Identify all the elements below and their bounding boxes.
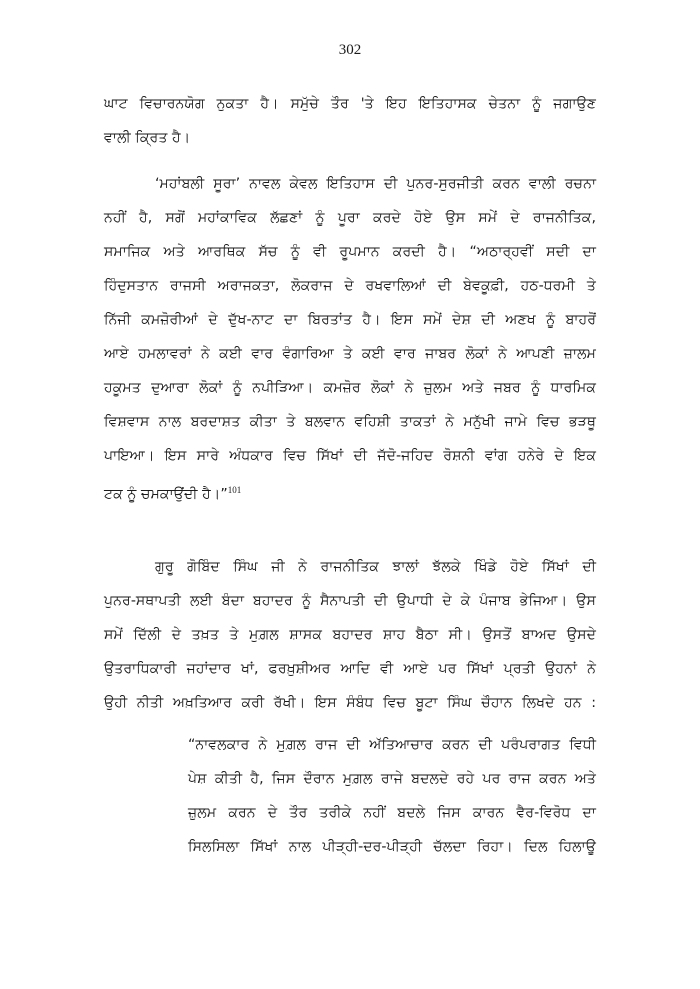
text-line: ਪੁਨਰ-ਸਥਾਪਤੀ ਲਈ ਬੰਦਾ ਬਹਾਦਰ ਨੂੰ ਸੈਨਾਪਤੀ ਦੀ ਉਪਾਧੀ ਦੇ ਕੇ ਪੰਜਾਬ ਭੇਜਿਆ। ਉਸ <box>104 593 596 609</box>
text-line: ਆਏ ਹਮਲਾਵਰਾਂ ਨੇ ਕਈ ਵਾਰ ਵੰਗਾਰਿਆ ਤੇ ਕਈ ਵਾਰ ਜਾਬਰ ਲੋਕਾਂ ਨੇ ਆਪਣੀ ਜ਼ਾਲਮ <box>104 346 596 362</box>
text-line: ਵਾਲੀ ਕ੍ਰਿਤ ਹੈ। <box>104 130 191 146</box>
text-line-with-footnote <box>104 480 596 505</box>
text-line: ਉਹੀ ਨੀਤੀ ਅਖ਼ਤਿਆਰ ਕਰੀ ਰੱਖੀ। ਇਸ ਸੰਬੰਧ ਵਿਚ ਬੂਟਾ ਸਿੰਘ ਚੌਹਾਨ ਲਿਖਦੇ ਹਨ : <box>104 695 596 711</box>
footnote-reference: 101 <box>227 485 242 495</box>
text-line: ਹਿੰਦੁਸਤਾਨ ਰਾਜਸੀ ਅਰਾਜਕਤਾ, ਲੋਕਰਾਜ ਦੇ ਰਖਵਾਲਿਆਂ ਦੀ ਬੇਵਕੂਫ਼ੀ, ਹਠ-ਧਰਮੀ ਤੇ <box>104 278 596 294</box>
page-number: 302 <box>338 42 362 58</box>
quote-line: ਸਿਲਸਿਲਾ ਸਿੱਖਾਂ ਨਾਲ ਪੀੜ੍ਹੀ-ਦਰ-ਪੀੜ੍ਹੀ ਚੱਲਦਾ ਰਿਹਾ। ਦਿਲ ਹਿਲਾਊ <box>188 839 596 855</box>
quote-line: “ਨਾਵਲਕਾਰ ਨੇ ਮੁਗ਼ਲ ਰਾਜ ਦੀ ਅੱਤਿਆਚਾਰ ਕਰਨ ਦੀ ਪਰੰਪਰਾਗਤ ਵਿਧੀ <box>188 737 596 753</box>
text-line: ਗੁਰੂ ਗੋਬਿੰਦ ਸਿੰਘ ਜੀ ਨੇ ਰਾਜਨੀਤਿਕ ਝਾਲਾਂ ਝੱਲਕੇ ਖਿੰਡੇ ਹੋਏ ਸਿੱਖਾਂ ਦੀ <box>155 559 596 575</box>
text-line: ਨਹੀਂ ਹੈ, ਸਗੋਂ ਮਹਾਂਕਾਵਿਕ ਲੱਛਣਾਂ ਨੂੰ ਪੂਰਾ ਕਰਦੇ ਹੋਏ ਉਸ ਸਮੇਂ ਦੇ ਰਾਜਨੀਤਿਕ, <box>104 210 596 226</box>
text-line: ਪਾਇਆ। ਇਸ ਸਾਰੇ ਅੰਧਕਾਰ ਵਿਚ ਸਿੱਖਾਂ ਦੀ ਜੱਦੋ-ਜਹਿਦ ਰੋਸ਼ਨੀ ਵਾਂਗ ਹਨੇਰੇ ਦੇ ਇਕ <box>104 448 596 464</box>
text-line: ਟਕ ਨੂੰ ਚਮਕਾਉਂਦੀ ਹੈ।” <box>104 486 228 503</box>
text-line: ਉਤਰਾਧਿਕਾਰੀ ਜਹਾਂਦਾਰ ਖਾਂ, ਫਰਖ਼ੁਸ਼ੀਅਰ ਆਦਿ ਵੀ ਆਏ ਪਰ ਸਿੱਖਾਂ ਪ੍ਰਤੀ ਉਹਨਾਂ ਨੇ <box>104 661 596 677</box>
text-line: ਸਮੇਂ ਦਿੱਲੀ ਦੇ ਤਖ਼ਤ ਤੇ ਮੁਗ਼ਲ ਸ਼ਾਸਕ ਬਹਾਦਰ ਸ਼ਾਹ ਬੈਠਾ ਸੀ। ਉਸਤੋਂ ਬਾਅਦ ਉਸਦੇ <box>104 627 596 643</box>
text-line: ਨਿੱਜੀ ਕਮਜ਼ੋਰੀਆਂ ਦੇ ਦੁੱਖ-ਨਾਟ ਦਾ ਬਿਰਤਾਂਤ ਹੈ। ਇਸ ਸਮੇਂ ਦੇਸ਼ ਦੀ ਅਣਖ ਨੂੰ ਬਾਹਰੋਂ <box>104 312 596 328</box>
quote-line: ਪੇਸ਼ ਕੀਤੀ ਹੈ, ਜਿਸ ਦੌਰਾਨ ਮੁਗ਼ਲ ਰਾਜੇ ਬਦਲਦੇ ਰਹੇ ਪਰ ਰਾਜ ਕਰਨ ਅਤੇ <box>188 771 596 787</box>
text-line: ‘ਮਹਾਂਬਲੀ ਸੂਰਾ’ ਨਾਵਲ ਕੇਵਲ ਇਤਿਹਾਸ ਦੀ ਪੁਨਰ-ਸੁਰਜੀਤੀ ਕਰਨ ਵਾਲੀ ਰਚਨਾ <box>155 176 596 192</box>
quote-line: ਜ਼ੁਲਮ ਕਰਨ ਦੇ ਤੌਰ ਤਰੀਕੇ ਨਹੀਂ ਬਦਲੇ ਜਿਸ ਕਾਰਨ ਵੈਰ-ਵਿਰੋਧ ਦਾ <box>188 805 596 821</box>
text-line: ਵਿਸ਼ਵਾਸ ਨਾਲ ਬਰਦਾਸ਼ਤ ਕੀਤਾ ਤੇ ਬਲਵਾਨ ਵਹਿਸ਼ੀ ਤਾਕਤਾਂ ਨੇ ਮਨੁੱਖੀ ਜਾਮੇ ਵਿਚ ਭੜਥੂ <box>104 414 596 430</box>
text-line: ਸਮਾਜਿਕ ਅਤੇ ਆਰਥਿਕ ਸੱਚ ਨੂੰ ਵੀ ਰੂਪਮਾਨ ਕਰਦੀ ਹੈ। “ਅਠਾਰ੍ਹਵੀਂ ਸਦੀ ਦਾ <box>104 244 596 260</box>
text-line: ਘਾਟ ਵਿਚਾਰਨਯੋਗ ਨੁਕਤਾ ਹੈ। ਸਮੁੱਚੇ ਤੌਰ 'ਤੇ ਇਹ ਇਤਿਹਾਸਕ ਚੇਤਨਾ ਨੂੰ ਜਗਾਉਣ <box>104 96 596 112</box>
text-line: ਹਕੂਮਤ ਦੁਆਰਾ ਲੋਕਾਂ ਨੂੰ ਨਪੀੜਿਆ। ਕਮਜ਼ੋਰ ਲੋਕਾਂ ਨੇ ਜ਼ੁਲਮ ਅਤੇ ਜਬਰ ਨੂੰ ਧਾਰਮਿਕ <box>104 380 596 396</box>
